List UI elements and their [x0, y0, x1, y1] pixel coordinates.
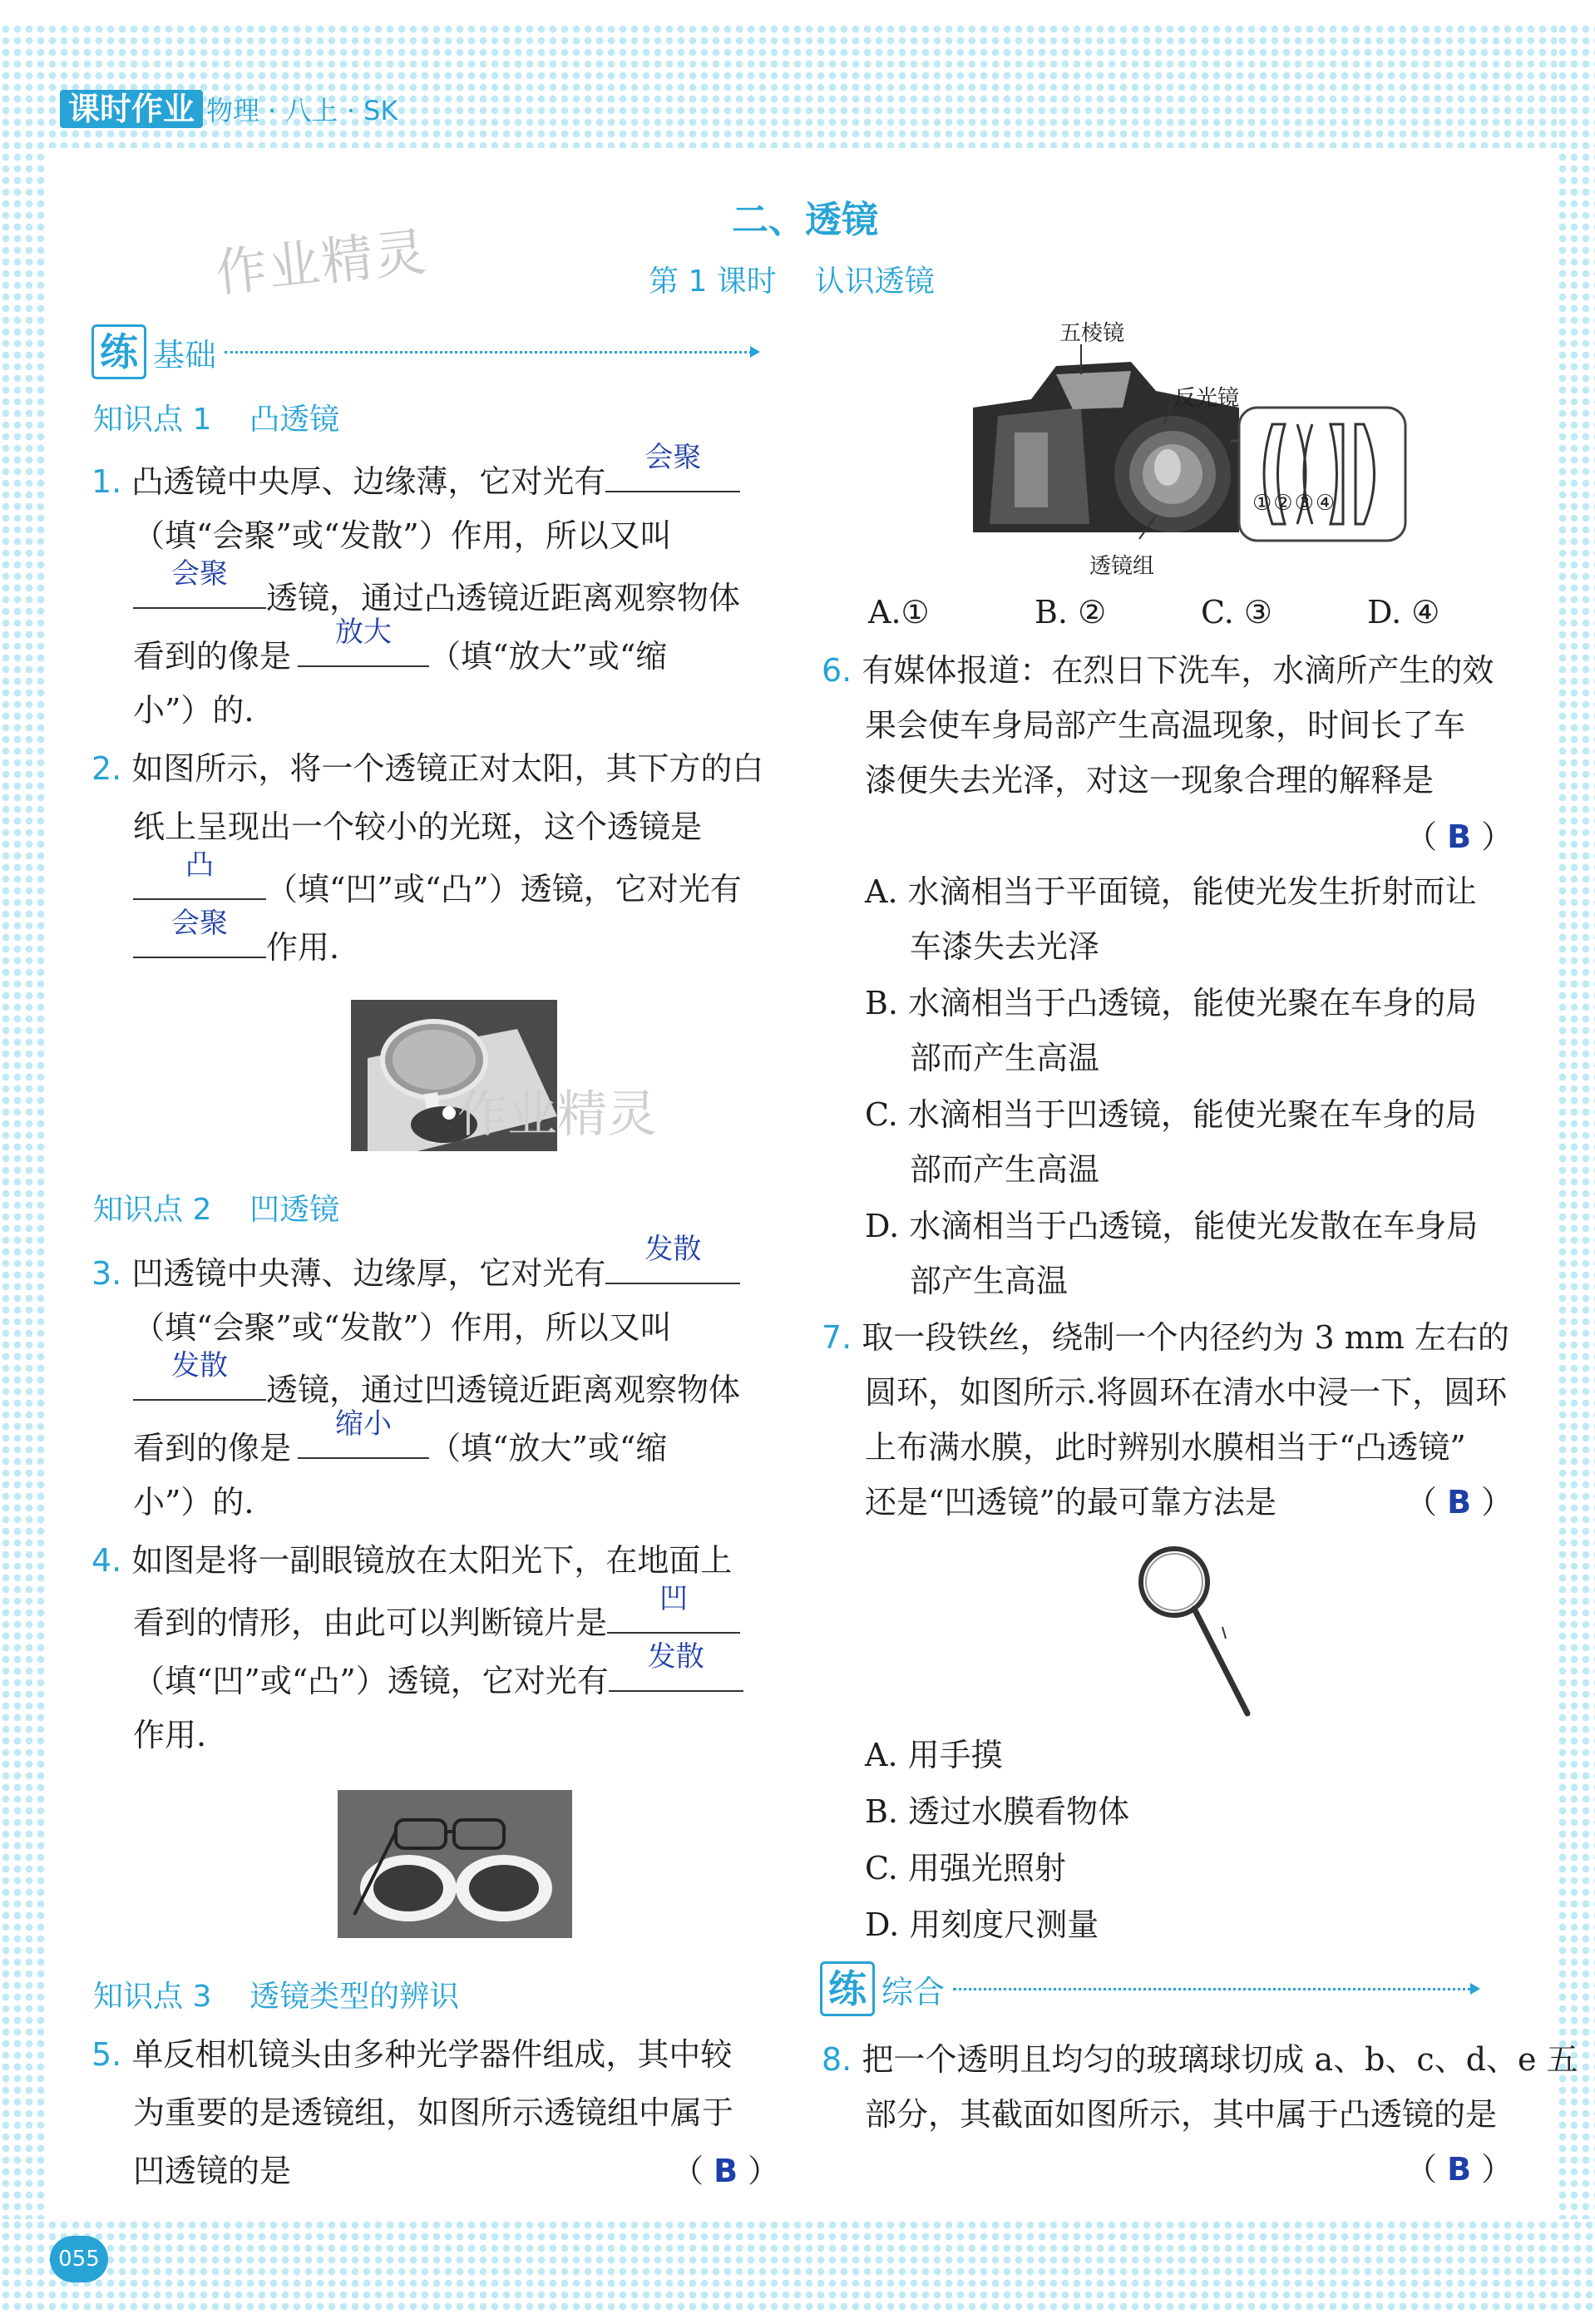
section-comprehensive-label: 综合: [881, 1973, 946, 2010]
q1-text-5: （填“放大”或“缩: [429, 638, 668, 675]
q7-text-3: 上布满水膜，此时辨别水膜相当于“凸透镜”: [865, 1429, 1466, 1466]
wire-loop-icon: [1131, 1535, 1256, 1727]
glasses-image: [338, 1790, 572, 1938]
watermark: 作业精灵: [212, 220, 431, 304]
q4-blank-2[interactable]: [609, 1640, 743, 1692]
q3-text-1: 凹透镜中央薄、边缘厚，它对光有: [131, 1255, 606, 1292]
watermark-2: 作业精灵: [457, 1085, 657, 1144]
q7-text-2: 圆环，如图所示.将圆环在清水中浸一下，圆环: [865, 1374, 1508, 1411]
camera-figure: [965, 316, 1414, 579]
lesson-title: 第 1 课时 认识透镜: [649, 265, 935, 299]
label-mirror: 反光镜: [1174, 386, 1240, 411]
kp2-heading: 知识点 2 凹透镜: [93, 1193, 340, 1227]
q1-answer-2: 会聚: [171, 557, 228, 591]
q4-blank-1[interactable]: [607, 1582, 740, 1634]
q5-option-b[interactable]: B. ②: [1035, 594, 1107, 630]
q6-option-a-cont: 车漆失去光泽: [910, 928, 1100, 965]
q3-blank-3[interactable]: [298, 1407, 429, 1459]
q5-text-2: 为重要的是透镜组，如图所示透镜组中属于: [133, 2094, 734, 2131]
q4-text-1: 如图是将一副眼镜放在太阳光下，在地面上: [131, 1542, 733, 1579]
q5-text-3: 凹透镜的是: [133, 2153, 292, 2189]
q7-option-c[interactable]: C. 用强光照射: [865, 1850, 1066, 1886]
q6-option-d[interactable]: D. 水滴相当于凸透镜，能使光发散在车身局: [865, 1208, 1479, 1244]
label-lens-numbers: ①②③④: [1252, 491, 1337, 516]
page-number: 055: [50, 2236, 108, 2282]
q3-blank-2[interactable]: [133, 1349, 266, 1401]
q7-number: 7.: [822, 1319, 852, 1356]
q7-option-d[interactable]: D. 用刻度尺测量: [865, 1906, 1099, 1943]
q4-answer-2: 发散: [647, 1640, 704, 1674]
q5-number: 5.: [91, 2036, 122, 2073]
q6-option-c[interactable]: C. 水滴相当于凹透镜，能使光聚在车身的局: [865, 1096, 1477, 1133]
section-comprehensive: [820, 1961, 1477, 2016]
q7-text-4: 还是“凹透镜”的最可靠方法是: [865, 1484, 1276, 1520]
q3-answer-2: 发散: [171, 1349, 228, 1382]
q7-option-b[interactable]: B. 透过水膜看物体: [865, 1793, 1130, 1830]
kp1-heading: 知识点 1 凸透镜: [93, 403, 340, 437]
kp3-heading: 知识点 3 透镜类型的辨识: [93, 1980, 460, 2014]
q7-answer-paren[interactable]: （ B ）: [1405, 1484, 1514, 1520]
q2-answer-2: 会聚: [171, 907, 228, 940]
q2-text-4: 作用.: [266, 929, 340, 966]
q2-blank-2[interactable]: [133, 907, 266, 958]
q7-answer: B: [1447, 1484, 1472, 1520]
section-arrow-2: [953, 1988, 1477, 1990]
q3-text-6: 小”）的.: [133, 1484, 254, 1520]
header-subject: 物理 · 八上 · SK: [206, 95, 398, 126]
label-lens-group: 透镜组: [1089, 554, 1155, 579]
left-dot-band: [0, 23, 48, 2286]
q6-option-a[interactable]: A. 水滴相当于平面镜，能使光发生折射而让: [865, 873, 1477, 910]
q3-text-2: （填“会聚”或“发散”）作用，所以又叫: [133, 1309, 672, 1346]
q1-text-4: 看到的像是: [133, 638, 292, 675]
q1-text-3: 透镜，通过凸透镜近距离观察物体: [266, 580, 741, 616]
q3-number: 3.: [91, 1255, 122, 1292]
q1-text-2: （填“会聚”或“发散”）作用，所以又叫: [133, 517, 672, 554]
q2-text-1: 如图所示，将一个透镜正对太阳，其下方的白: [131, 750, 764, 787]
q6-answer-paren[interactable]: （ B ）: [1405, 818, 1514, 855]
q3-answer-1: 发散: [644, 1233, 702, 1266]
q1-blank-3[interactable]: [298, 616, 429, 667]
q8-text-2: 部分，其截面如图所示，其中属于凸透镜的是: [865, 2096, 1498, 2133]
q6-text-3: 漆便失去光泽，对这一现象合理的解释是: [865, 762, 1435, 799]
section-arrow: [225, 351, 757, 354]
camera-diagram: [965, 316, 1414, 574]
q5-option-d[interactable]: D. ④: [1367, 594, 1440, 630]
q3-text-3: 透镜，通过凹透镜近距离观察物体: [266, 1372, 741, 1408]
q4-number: 4.: [91, 1542, 122, 1579]
q7-option-a[interactable]: A. 用手摸: [865, 1737, 1003, 1773]
q6-option-b-cont: 部而产生高温: [910, 1040, 1100, 1076]
q2-number: 2.: [91, 750, 122, 787]
practice-box-icon-2: 练: [820, 1961, 875, 2016]
q1-answer-3: 放大: [335, 616, 393, 649]
q5-answer: B: [714, 2153, 738, 2189]
section-basic-label: 基础: [153, 336, 217, 373]
q2-answer-1: 凸: [185, 848, 214, 882]
q4-text-3: （填“凹”或“凸”）透镜，它对光有: [133, 1663, 609, 1699]
q4-answer-1: 凹: [659, 1582, 689, 1615]
q2-text-2: 纸上呈现出一个较小的光斑，这个透镜是: [133, 808, 703, 845]
q6-option-b[interactable]: B. 水滴相当于凸透镜，能使光聚在车身的局: [865, 985, 1478, 1021]
bottom-dot-band: [0, 2219, 1595, 2312]
q5-answer-paren[interactable]: （ B ）: [672, 2153, 780, 2189]
q6-text-2: 果会使车身局部产生高温现象，时间长了车: [865, 707, 1466, 744]
right-dot-band: [1557, 23, 1595, 2286]
q7-text-1: 取一段铁丝，绕制一个内径约为 3 mm 左右的: [862, 1319, 1509, 1356]
q8-answer-paren[interactable]: （ B ）: [1405, 2151, 1514, 2188]
q1-answer-1: 会聚: [644, 441, 702, 474]
q3-text-4: 看到的像是: [133, 1430, 292, 1466]
q5-option-a[interactable]: A.①: [868, 594, 930, 630]
q5-text-1: 单反相机镜头由多种光学器件组成，其中较: [131, 2036, 733, 2073]
q1-blank-1[interactable]: [605, 441, 740, 492]
q6-answer: B: [1447, 818, 1472, 855]
q1-text-1: 凸透镜中央厚、边缘薄，它对光有: [131, 463, 606, 500]
q1-blank-2[interactable]: [133, 557, 266, 609]
q8-number: 8.: [822, 2041, 852, 2078]
q8-answer: B: [1447, 2151, 1472, 2188]
practice-box-icon: 练: [91, 324, 146, 379]
section-basic: [91, 324, 757, 379]
q6-option-d-cont: 部产生高温: [910, 1263, 1069, 1299]
q6-text-1: 有媒体报道：在烈日下洗车，水滴所产生的效: [862, 652, 1494, 689]
q3-text-5: （填“放大”或“缩: [429, 1430, 668, 1466]
q4-text-2: 看到的情形，由此可以判断镜片是: [133, 1605, 608, 1641]
q6-number: 6.: [822, 652, 852, 689]
q5-option-c[interactable]: C. ③: [1201, 594, 1272, 630]
label-prism: 五棱镜: [1059, 321, 1125, 346]
glasses-photo: [338, 1790, 572, 1938]
q1-text-6: 小”）的.: [133, 692, 254, 729]
q6-option-c-cont: 部而产生高温: [910, 1151, 1100, 1188]
q8-text-1: 把一个透明且均匀的玻璃球切成 a、b、c、d、e 五: [862, 2041, 1578, 2078]
q3-answer-3: 缩小: [335, 1407, 393, 1441]
q3-blank-1[interactable]: [605, 1233, 740, 1284]
header-logo: 课时作业: [60, 90, 203, 128]
q4-text-4: 作用.: [133, 1717, 207, 1753]
wire-loop-figure: [1131, 1535, 1256, 1727]
chapter-title: 二、透镜: [732, 199, 878, 241]
q1-number: 1.: [91, 463, 122, 500]
q2-text-3: （填“凹”或“凸”）透镜，它对光有: [266, 871, 742, 907]
q2-blank-1[interactable]: [133, 848, 266, 900]
